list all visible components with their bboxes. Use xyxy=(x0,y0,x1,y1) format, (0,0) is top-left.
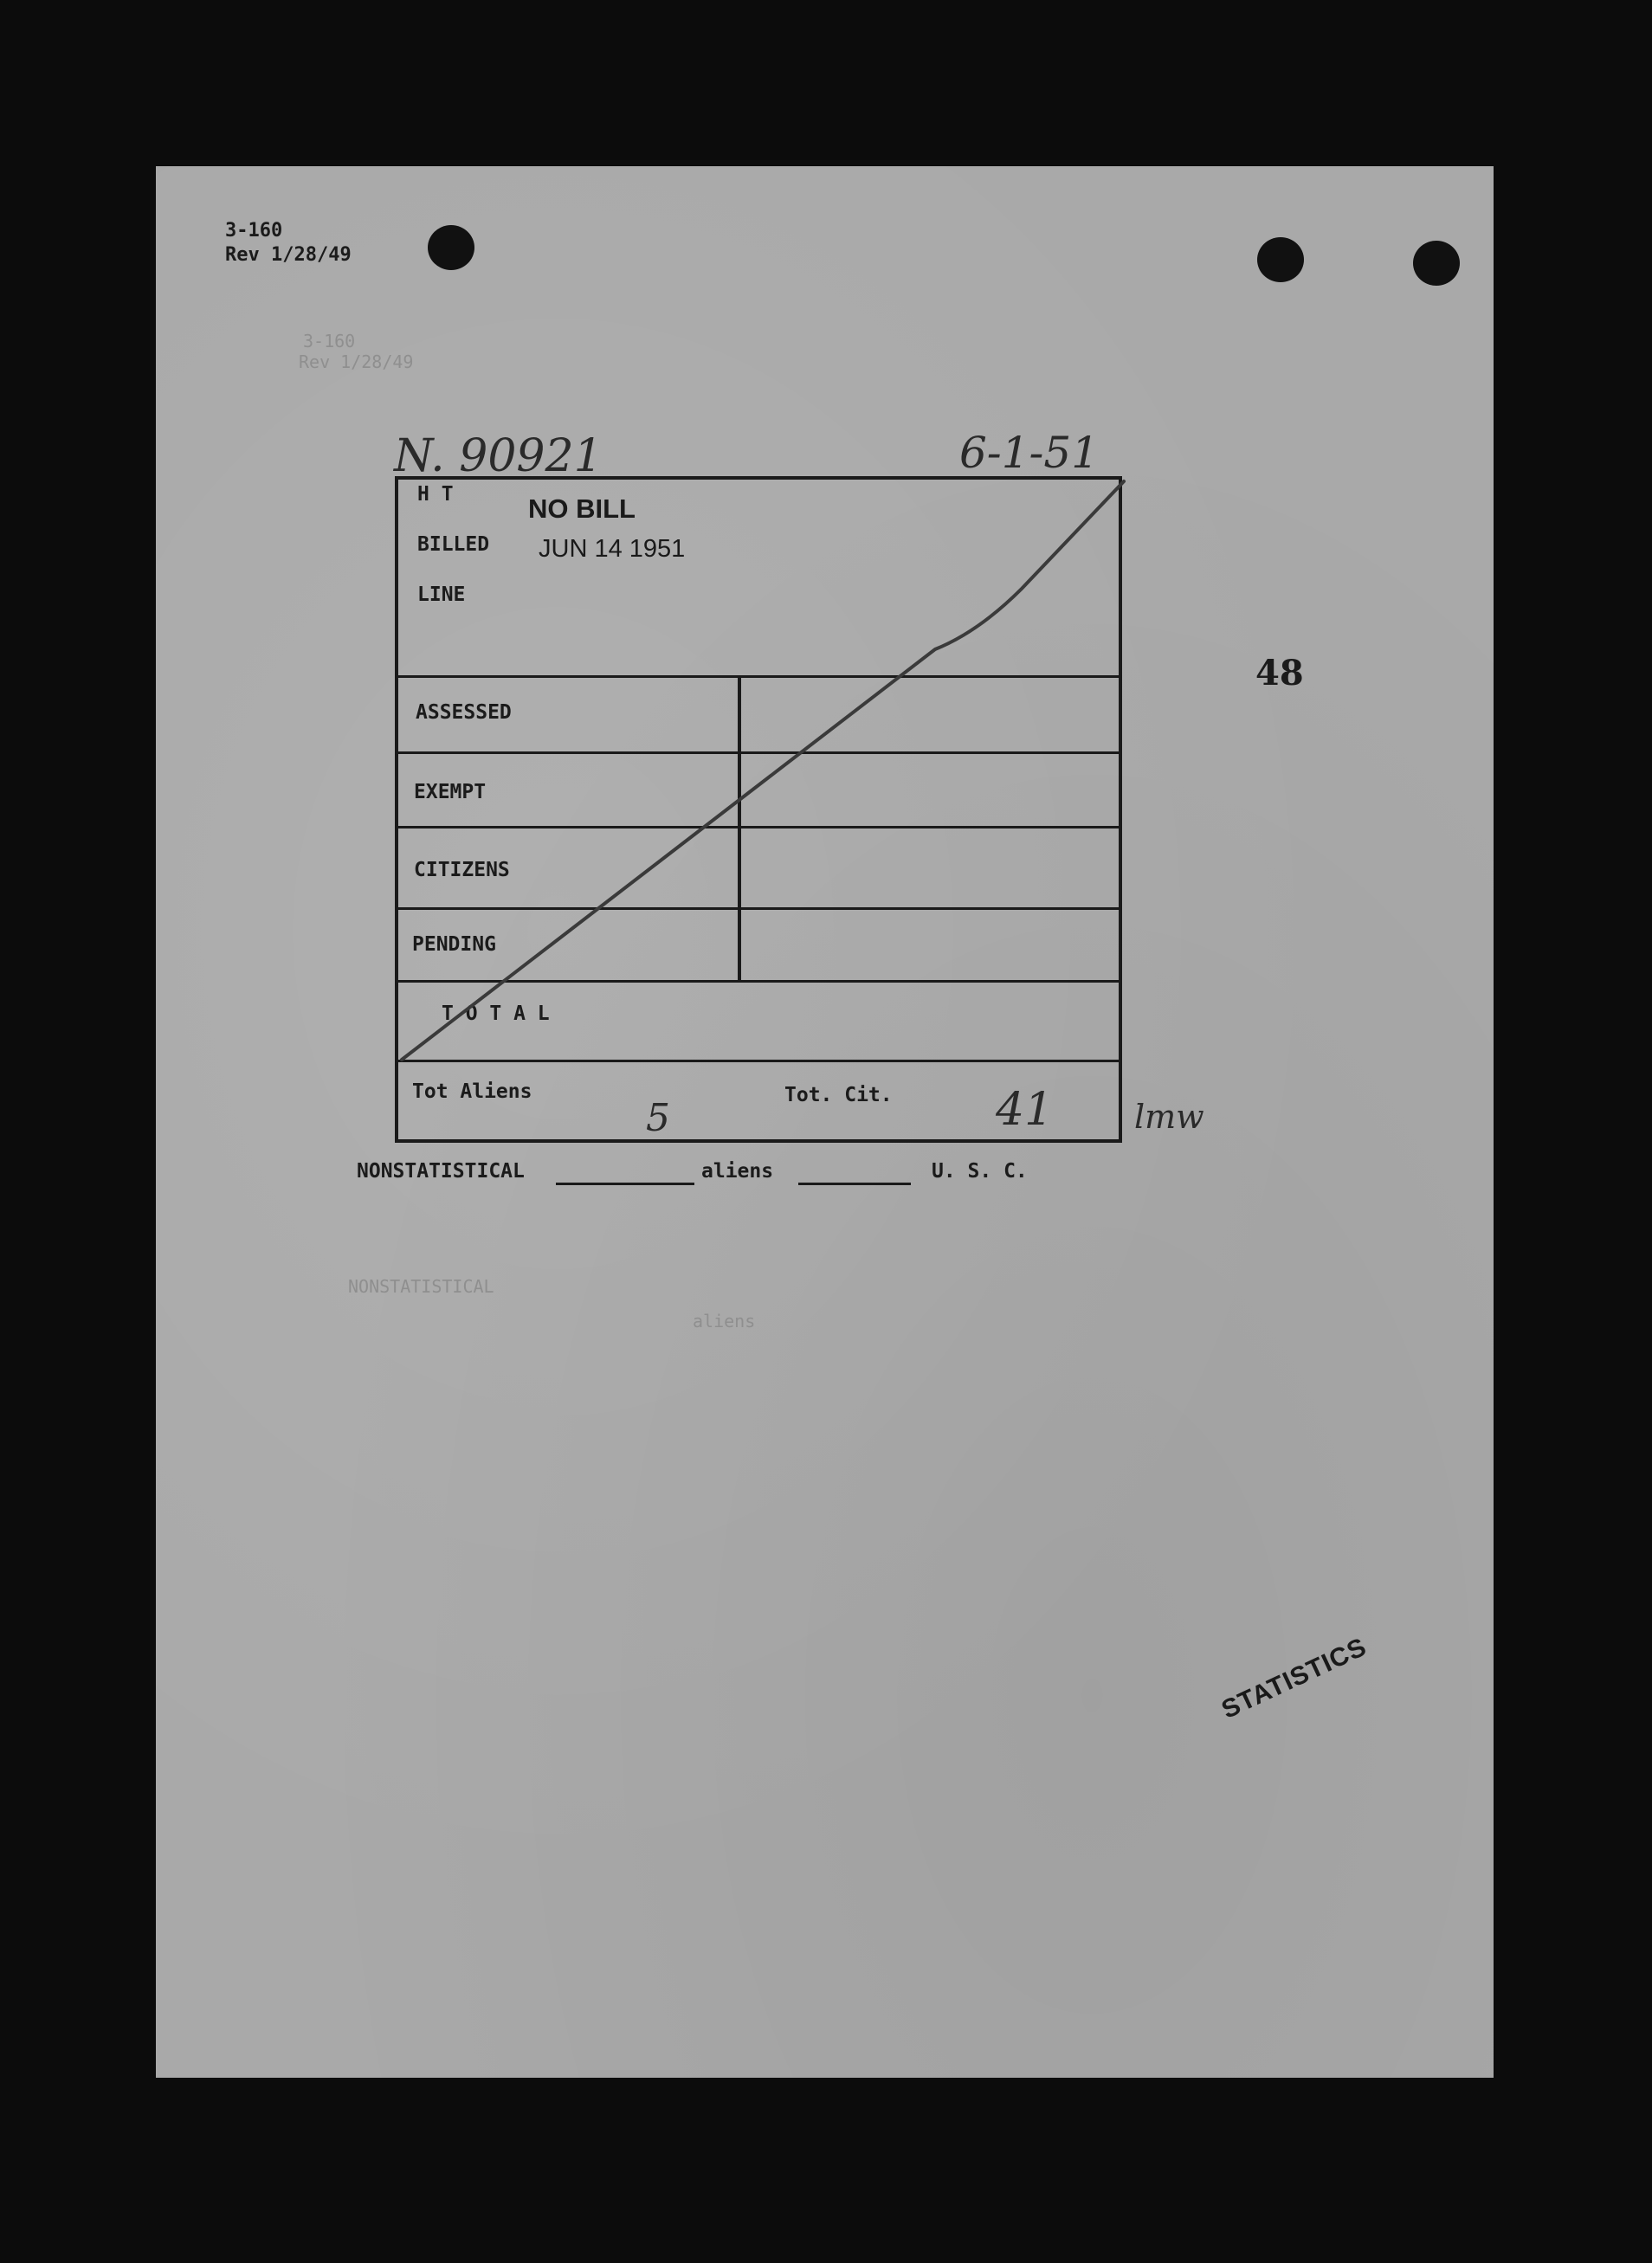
handwritten-date: 6-1-51 xyxy=(959,428,1100,478)
bleed-through-aliens: aliens xyxy=(693,1311,756,1331)
bleed-through-revision: Rev 1/28/49 xyxy=(299,351,414,372)
row-label-line: LINE xyxy=(417,583,466,606)
category-assessed: ASSESSED xyxy=(416,701,512,724)
statistics-stamp: STATISTICS xyxy=(1217,1632,1371,1725)
tot-aliens-label: Tot Aliens xyxy=(412,1080,532,1103)
page-number: 48 xyxy=(1255,653,1304,693)
aliens-label: aliens xyxy=(701,1160,774,1183)
tot-cit-value: 41 xyxy=(996,1084,1054,1136)
category-citizens: CITIZENS xyxy=(414,859,510,881)
bleed-through-nonstatistical: NONSTATISTICAL xyxy=(348,1276,494,1297)
category-pending: PENDING xyxy=(412,933,496,956)
usc-label: U. S. C. xyxy=(932,1160,1028,1183)
category-exempt: EXEMPT xyxy=(414,781,487,803)
tot-cit-label: Tot. Cit. xyxy=(784,1084,893,1106)
row-label-ht: H T xyxy=(417,483,454,506)
tot-aliens-value: 5 xyxy=(646,1096,670,1140)
form-revision: Rev 1/28/49 xyxy=(225,244,352,266)
handwritten-initials: lmw xyxy=(1134,1098,1204,1136)
total-label: T O T A L xyxy=(442,1003,550,1025)
handwritten-file-number: N. 90921 xyxy=(394,430,603,482)
bleed-through-form-number: 3-160 xyxy=(303,331,356,351)
billed-date-stamp: JUN 14 1951 xyxy=(539,535,686,563)
diagonal-strike xyxy=(402,481,1124,1060)
no-bill-stamp: NO BILL xyxy=(528,493,636,524)
row-label-billed: BILLED xyxy=(417,533,490,556)
nonstatistical-label: NONSTATISTICAL xyxy=(357,1160,525,1183)
form-number: 3-160 xyxy=(225,220,283,242)
